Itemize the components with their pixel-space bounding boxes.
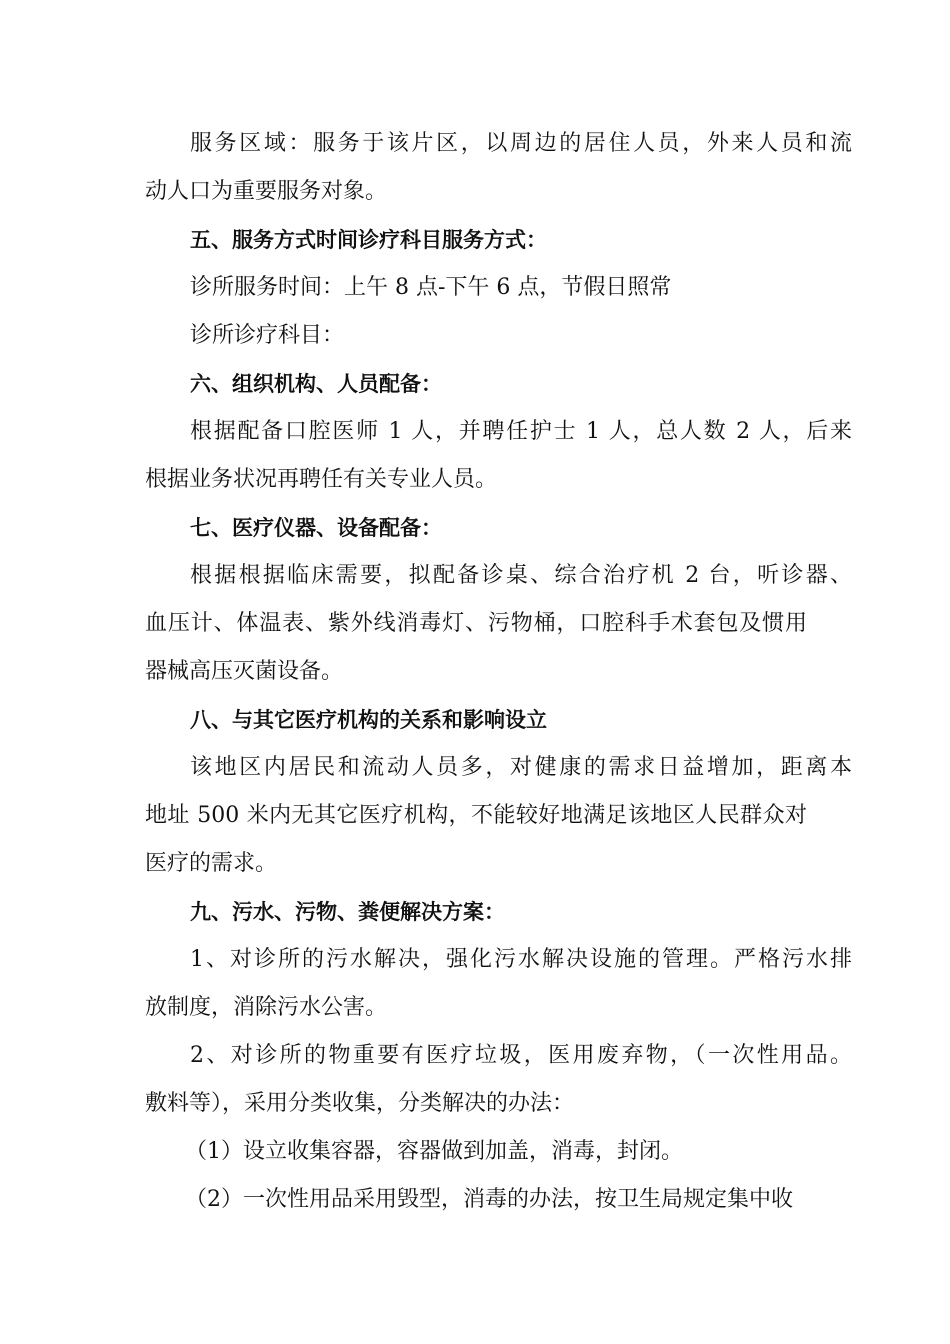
- paragraph-service-area-line-2: 动人口为重要服务对象。: [145, 179, 388, 204]
- section-heading-9: 九、污水、污物、粪便解决方案：: [190, 900, 505, 924]
- list-item-1: （1）设立收集容器，容器做到加盖，消毒，封闭。: [185, 1139, 683, 1164]
- section-heading-5: 五、服务方式时间诊疗科目服务方式：: [190, 228, 547, 252]
- section-heading-8: 八、与其它医疗机构的关系和影响设立: [190, 708, 547, 732]
- paragraph-relation-line-2: 地址 500 米内无其它医疗机构，不能较好地满足该地区人民群众对: [145, 803, 807, 828]
- paragraph-equipment-line-1: 根据根据临床需要，拟配备诊桌、综合治疗机 2 台，听诊器、: [190, 563, 852, 588]
- paragraph-waste-line-2: 敷料等），采用分类收集，分类解决的办法：: [145, 1091, 575, 1116]
- paragraph-equipment-line-2: 血压计、体温表、紫外线消毒灯、污物桶，口腔科手术套包及惯用: [145, 611, 807, 636]
- list-item-2: （2）一次性用品采用毁型，消毒的办法，按卫生局规定集中收: [185, 1187, 793, 1212]
- section-heading-6: 六、组织机构、人员配备：: [190, 372, 442, 396]
- paragraph-staffing-line-2: 根据业务状况再聘任有关专业人员。: [145, 467, 498, 492]
- paragraph-relation-line-3: 医疗的需求。: [145, 851, 278, 876]
- section-heading-7: 七、医疗仪器、设备配备：: [190, 516, 442, 540]
- paragraph-service-area-line-1: 服务区域：服务于该片区，以周边的居住人员，外来人员和流: [190, 131, 852, 156]
- paragraph-equipment-line-3: 器械高压灭菌设备。: [145, 659, 344, 684]
- paragraph-sewage-line-1: 1、对诊所的污水解决，强化污水解决设施的管理。严格污水排: [190, 947, 852, 972]
- paragraph-sewage-line-2: 放制度，消除污水公害。: [145, 995, 388, 1020]
- paragraph-service-hours: 诊所服务时间：上午 8 点-下午 6 点，节假日照常: [190, 275, 672, 300]
- paragraph-staffing-line-1: 根据配备口腔医师 1 人，并聘任护士 1 人，总人数 2 人，后来: [190, 419, 852, 444]
- paragraph-waste-line-1: 2、对诊所的物重要有医疗垃圾，医用废弃物，（一次性用品。: [190, 1043, 852, 1068]
- paragraph-relation-line-1: 该地区内居民和流动人员多，对健康的需求日益增加，距离本: [190, 755, 852, 780]
- paragraph-clinic-subjects: 诊所诊疗科目：: [190, 323, 345, 348]
